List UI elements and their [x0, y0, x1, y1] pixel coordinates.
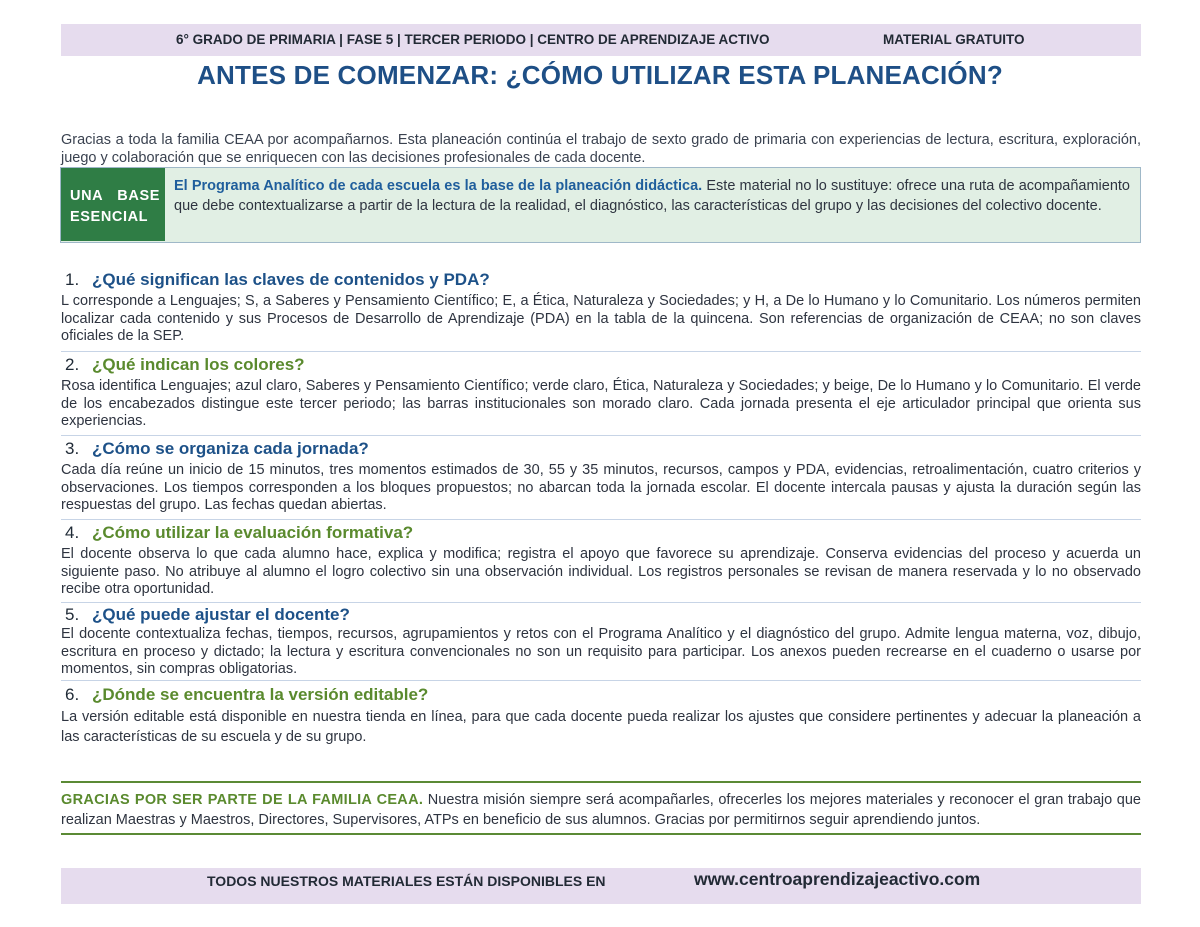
faq-section-6 [61, 684, 1141, 747]
faq-question-2 [65, 354, 1141, 376]
footer-bar [61, 868, 1141, 904]
essential-base-callout [60, 167, 1141, 243]
essential-base-badge [61, 168, 165, 241]
faq-question-text-5: ¿Qué puede ajustar el docente? [92, 605, 350, 624]
faq-question-text-1: ¿Qué significan las claves de contenidos y PDA? [92, 270, 490, 289]
faq-answer-5: El docente contextualiza fechas, tiempos, recursos, agrupamientos y retos con el Programa Analítico y el diagnóstico del grupo. Admite lengua materna, voz, dibujo, escritura en proceso y dictado; la lectura y escritura convencionales no son un requisito para participar. Los anexos pueden recrearse en el cuaderno o usarse por momentos, sin compras obligatorias. [61, 626, 1141, 677]
faq-number-6: 6. [65, 685, 80, 704]
faq-section-2 [61, 354, 1141, 431]
page-title: ANTES DE COMENZAR: ¿CÓMO UTILIZAR ESTA PLANEACIÓN? [197, 60, 1003, 90]
faq-question-3 [65, 438, 1141, 460]
header-free-material: MATERIAL GRATUITO [883, 32, 1025, 47]
faq-section-1 [61, 269, 1141, 346]
faq-question-6 [65, 684, 1141, 706]
faq-number-3: 3. [65, 439, 80, 458]
thanks-body-text: Nuestra misión siempre será acompañarles, ofrecerles los mejores materiales y reconocer el gran trabajo que realizan Maestras y Maestros, Directores, Supervisores, ATPs en beneficio de sus alumnos. Gracias por permitirnos seguir aprendiendo juntos. [61, 792, 1141, 828]
faq-number-1: 1. [65, 270, 80, 289]
badge-line-1: UNA BASE [70, 188, 160, 204]
faq-answer-4: El docente observa lo que cada alumno hace, explica y modifica; registra el apoyo que favorece su aprendizaje. Conserva evidencias del proceso y acuerda un siguiente paso. No atribuye al alumno el logro colectivo sin una observación individual. Los registros personales se revisan de manera reservada y lo no observado recibe otra oportunidad. [61, 546, 1141, 597]
footer-availability-text: TODOS NUESTROS MATERIALES ESTÁN DISPONIBLES EN [207, 873, 606, 889]
callout-text [174, 176, 1130, 216]
faq-question-4 [65, 522, 1141, 544]
faq-answer-3: Cada día reúne un inicio de 15 minutos, tres momentos estimados de 30, 55 y 35 minutos, recursos, campos y PDA, evidencias, retroalimentación, cuatro criterios y observaciones. Los tiempos corresponden a los bloques propuestos; no abarcan toda la jornada escolar. El docente intercala pausas y ajusta la duración según las respuestas del grupo. Las fechas quedan abiertas. [61, 462, 1141, 513]
faq-question-text-2: ¿Qué indican los colores? [92, 355, 305, 374]
faq-question-1 [65, 269, 1141, 291]
faq-answer-2: Rosa identifica Lenguajes; azul claro, Saberes y Pensamiento Científico; verde claro, Ética, Naturaleza y Sociedades; y beige, De lo Humano y lo Comunitario. El verde de los encabezados distingue este tercer periodo; las barras institucionales son morado claro. Cada jornada presenta el eje articulador principal que orienta sus experiencias. [61, 378, 1141, 429]
faq-question-text-6: ¿Dónde se encuentra la versión editable? [92, 685, 429, 704]
section-divider [61, 351, 1141, 352]
faq-question-text-3: ¿Cómo se organiza cada jornada? [92, 439, 369, 458]
header-bar [61, 24, 1141, 56]
section-divider [61, 519, 1141, 520]
section-divider [61, 435, 1141, 436]
callout-body-text: Este material no lo sustituye: ofrece una ruta de acompañamiento que debe contextualizarse a partir de la lectura de la realidad, el diagnóstico, las características del grupo y las decisiones del colectivo docente. [174, 178, 1130, 214]
faq-number-2: 2. [65, 355, 80, 374]
faq-answer-6: La versión editable está disponible en nuestra tienda en línea, para que cada docente pueda realizar los ajustes que considere pertinentes y adecuar la planeación a las características de su escuela y de su grupo. [61, 709, 1141, 745]
section-divider [61, 602, 1141, 603]
footer-website-link[interactable]: www.centroaprendizajeactivo.com [694, 869, 981, 889]
faq-question-5 [65, 604, 1141, 626]
faq-section-5 [61, 604, 1141, 679]
section-divider [61, 680, 1141, 681]
faq-number-5: 5. [65, 605, 80, 624]
callout-bold-text: El Programa Analítico de cada escuela es la base de la planeación didáctica. [174, 178, 703, 194]
faq-section-4 [61, 522, 1141, 599]
header-info: 6° GRADO DE PRIMARIA | FASE 5 | TERCER PERIODO | CENTRO DE APRENDIZAJE ACTIVO [176, 32, 770, 47]
faq-number-4: 4. [65, 523, 80, 542]
faq-question-text-4: ¿Cómo utilizar la evaluación formativa? [92, 523, 414, 542]
thanks-banner [61, 781, 1141, 835]
intro-paragraph: Gracias a toda la familia CEAA por acompañarnos. Esta planeación continúa el trabajo de sexto grado de primaria con experiencias de lectura, escritura, exploración, juego y colaboración que se enriquecen con las decisiones profesionales de cada docente. [61, 132, 1141, 166]
faq-answer-1: L corresponde a Lenguajes; S, a Saberes y Pensamiento Científico; E, a Ética, Naturaleza y Sociedades; y H, a De lo Humano y lo Comunitario. Los números permiten localizar cada contenido y sus Procesos de Desarrollo de Aprendizaje (PDA) en la tabla de la quincena. Son referencias de organización de CEAA; no son claves oficiales de la SEP. [61, 293, 1141, 344]
badge-line-2: ESENCIAL [70, 209, 149, 225]
thanks-bold-text: GRACIAS POR SER PARTE DE LA FAMILIA CEAA. [61, 792, 424, 808]
faq-section-3 [61, 438, 1141, 515]
